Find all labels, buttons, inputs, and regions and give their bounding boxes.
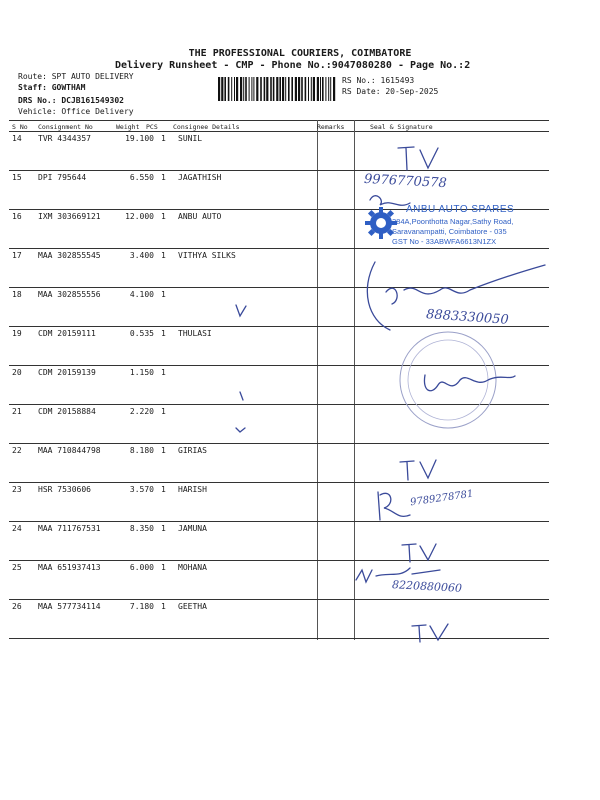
barcode-bar	[240, 77, 242, 101]
barcode-bar	[266, 77, 268, 101]
stamp-gst: GST No - 33ABWFA6613N1ZX	[392, 237, 497, 246]
row-weight: 4.100	[129, 290, 154, 299]
row-consignee: HARISH	[178, 485, 207, 494]
barcode-bar	[273, 77, 275, 101]
row-pcs: 1	[161, 212, 166, 221]
row-sno: 17	[12, 251, 22, 260]
row-sno: 14	[12, 134, 22, 143]
row-weight: 3.400	[129, 251, 154, 260]
row-consignee: GIRIAS	[178, 446, 207, 455]
row-consignment-no: TVR 4344357	[38, 134, 91, 143]
row-weight: 7.180	[129, 602, 154, 611]
barcode-bar	[330, 77, 331, 101]
seal-divider	[354, 120, 355, 640]
route-label: Route: SPT AUTO DELIVERY	[18, 72, 134, 81]
row-rule	[9, 170, 549, 171]
row-sno: 15	[12, 173, 22, 182]
row-weight: 6.000	[129, 563, 154, 572]
barcode-bar	[279, 77, 281, 101]
col-weight: Weight	[116, 123, 140, 131]
barcode-bar	[221, 77, 223, 101]
row-sno: 22	[12, 446, 22, 455]
round-stamp	[400, 332, 496, 428]
signature-row-22	[400, 460, 436, 480]
row-weight: 0.535	[129, 329, 154, 338]
company-stamp	[362, 204, 532, 252]
row-weight: 12.000	[125, 212, 154, 221]
row-consignee: VITHYA SILKS	[178, 251, 236, 260]
runsheet-subtitle: Delivery Runsheet - CMP - Phone No.:9047080280 - Page No.:2	[115, 60, 471, 71]
row-pcs: 1	[161, 563, 166, 572]
row-consignment-no: CDM 20158884	[38, 407, 96, 416]
row-sno: 24	[12, 524, 22, 533]
vehicle-label: Vehicle: Office Delivery	[18, 107, 134, 116]
barcode-bar	[251, 77, 252, 101]
signature-row-23	[378, 492, 410, 520]
row-pcs: 1	[161, 173, 166, 182]
row-consignment-no: HSR 7530606	[38, 485, 91, 494]
row-sno: 21	[12, 407, 22, 416]
barcode-bar	[308, 77, 309, 101]
stamp-name: ANBU AUTO SPARES	[406, 204, 515, 215]
barcode-bar	[291, 77, 293, 101]
col-remarks: Remarks	[317, 123, 345, 131]
remarks-divider	[317, 120, 318, 640]
barcode-bar	[311, 77, 312, 101]
handwritten-phone-row-23: 9789278781	[409, 488, 475, 509]
row-consignee: SUNIL	[178, 134, 203, 143]
barcode-bar	[282, 77, 284, 101]
barcode-bar	[317, 77, 319, 101]
barcode-bar	[305, 77, 307, 101]
barcode-bar	[243, 77, 244, 101]
row-pcs: 1	[161, 290, 166, 299]
row-consignee: JAGATHISH	[178, 173, 222, 182]
row-rule	[9, 521, 549, 522]
barcode-bar	[333, 77, 335, 101]
row-pcs: 1	[161, 368, 166, 377]
handwritten-phone-row-25: 8220880060	[391, 578, 463, 595]
row-consignment-no: CDM 20159111	[38, 329, 96, 338]
staff-label: Staff: GOWTHAM	[18, 83, 86, 92]
table-header-rule	[9, 131, 549, 132]
barcode-bar	[325, 77, 326, 101]
row-weight: 8.350	[129, 524, 154, 533]
col-seal: Seal & Signature	[370, 123, 433, 131]
barcode-bar	[260, 77, 262, 101]
barcode-bar	[270, 77, 272, 101]
row-rule	[9, 482, 549, 483]
row-rule	[9, 599, 549, 600]
row-rule	[9, 404, 549, 405]
rs-date: RS Date: 20-Sep-2025	[342, 87, 439, 96]
barcode-bar	[256, 77, 258, 101]
row-consignee: GEETHA	[178, 602, 207, 611]
row-pcs: 1	[161, 524, 166, 533]
col-consignee: Consignee Details	[173, 123, 240, 131]
col-pcs: PCS	[146, 123, 158, 131]
barcode-bar	[298, 77, 300, 101]
row-pcs: 1	[161, 329, 166, 338]
row-sno: 25	[12, 563, 22, 572]
row-consignment-no: MAA 302855545	[38, 251, 101, 260]
row-consignee: MOHANA	[178, 563, 207, 572]
mark-row-18	[236, 305, 246, 316]
barcode-bar	[245, 77, 247, 101]
row-consignment-no: IXM 303669121	[38, 212, 101, 221]
barcode-bar	[249, 77, 250, 101]
row-consignee: JAMUNA	[178, 524, 207, 533]
row-rule	[9, 326, 549, 327]
row-sno: 23	[12, 485, 22, 494]
barcode-bar	[236, 77, 238, 101]
stamp-address-2: Saravanampatti, Coimbatore - 035	[392, 227, 507, 236]
row-rule	[9, 443, 549, 444]
barcode-bar	[328, 77, 329, 101]
row-weight: 8.180	[129, 446, 154, 455]
row-consignment-no: MAA 651937413	[38, 563, 101, 572]
barcode-bar	[224, 77, 226, 101]
row-rule	[9, 560, 549, 561]
row-consignee: ANBU AUTO	[178, 212, 222, 221]
row-weight: 2.220	[129, 407, 154, 416]
row-weight: 3.570	[129, 485, 154, 494]
row-sno: 16	[12, 212, 22, 221]
row-consignment-no: MAA 711767531	[38, 524, 101, 533]
row-sno: 18	[12, 290, 22, 299]
row-consignment-no: CDM 20159139	[38, 368, 96, 377]
signature-row-26	[412, 624, 448, 642]
barcode-bar	[231, 77, 232, 101]
signature-row-20	[424, 375, 515, 391]
barcode-bar	[285, 77, 286, 101]
row-consignment-no: MAA 710844798	[38, 446, 101, 455]
row-sno: 19	[12, 329, 22, 338]
barcode-image	[218, 77, 336, 101]
row-rule	[9, 638, 549, 639]
row-pcs: 1	[161, 602, 166, 611]
row-consignment-no: DPI 795644	[38, 173, 87, 182]
row-consignee: THULASI	[178, 329, 212, 338]
row-pcs: 1	[161, 251, 166, 260]
row-pcs: 1	[161, 446, 166, 455]
barcode-bar	[276, 77, 278, 101]
col-consignment: Consignment No	[38, 123, 93, 131]
barcode-bar	[253, 77, 254, 101]
handwritten-phone-row-18: 8883330050	[425, 307, 510, 328]
barcode-bar	[264, 77, 266, 101]
handwritten-phone-row-15: 9976770578	[363, 171, 448, 192]
barcode-bar	[320, 77, 321, 101]
barcode-bar	[218, 77, 220, 101]
barcode-bar	[234, 77, 235, 101]
row-pcs: 1	[161, 134, 166, 143]
barcode-bar	[295, 77, 297, 101]
row-weight: 6.550	[129, 173, 154, 182]
row-consignment-no: MAA 577734114	[38, 602, 101, 611]
barcode-bar	[313, 77, 315, 101]
row-weight: 19.100	[125, 134, 154, 143]
row-sno: 20	[12, 368, 22, 377]
company-title: THE PROFESSIONAL COURIERS, COIMBATORE	[188, 48, 412, 59]
drs-label: DRS No.: DCJB161549302	[18, 96, 124, 105]
barcode-bar	[322, 77, 324, 101]
row-consignment-no: MAA 302855556	[38, 290, 101, 299]
row-rule	[9, 365, 549, 366]
barcode-bar	[301, 77, 303, 101]
table-top-rule	[9, 120, 549, 121]
row-rule	[9, 287, 549, 288]
row-weight: 1.150	[129, 368, 154, 377]
rs-number: RS No.: 1615493	[342, 76, 415, 85]
row-pcs: 1	[161, 407, 166, 416]
signature-row-14	[398, 147, 438, 170]
row-pcs: 1	[161, 485, 166, 494]
stamp-address-1: 284A,Poonthotta Nagar,Sathy Road,	[392, 217, 514, 226]
row-sno: 26	[12, 602, 22, 611]
barcode-bar	[288, 77, 290, 101]
barcode-bar	[228, 77, 230, 101]
col-sno: S No	[12, 123, 28, 131]
